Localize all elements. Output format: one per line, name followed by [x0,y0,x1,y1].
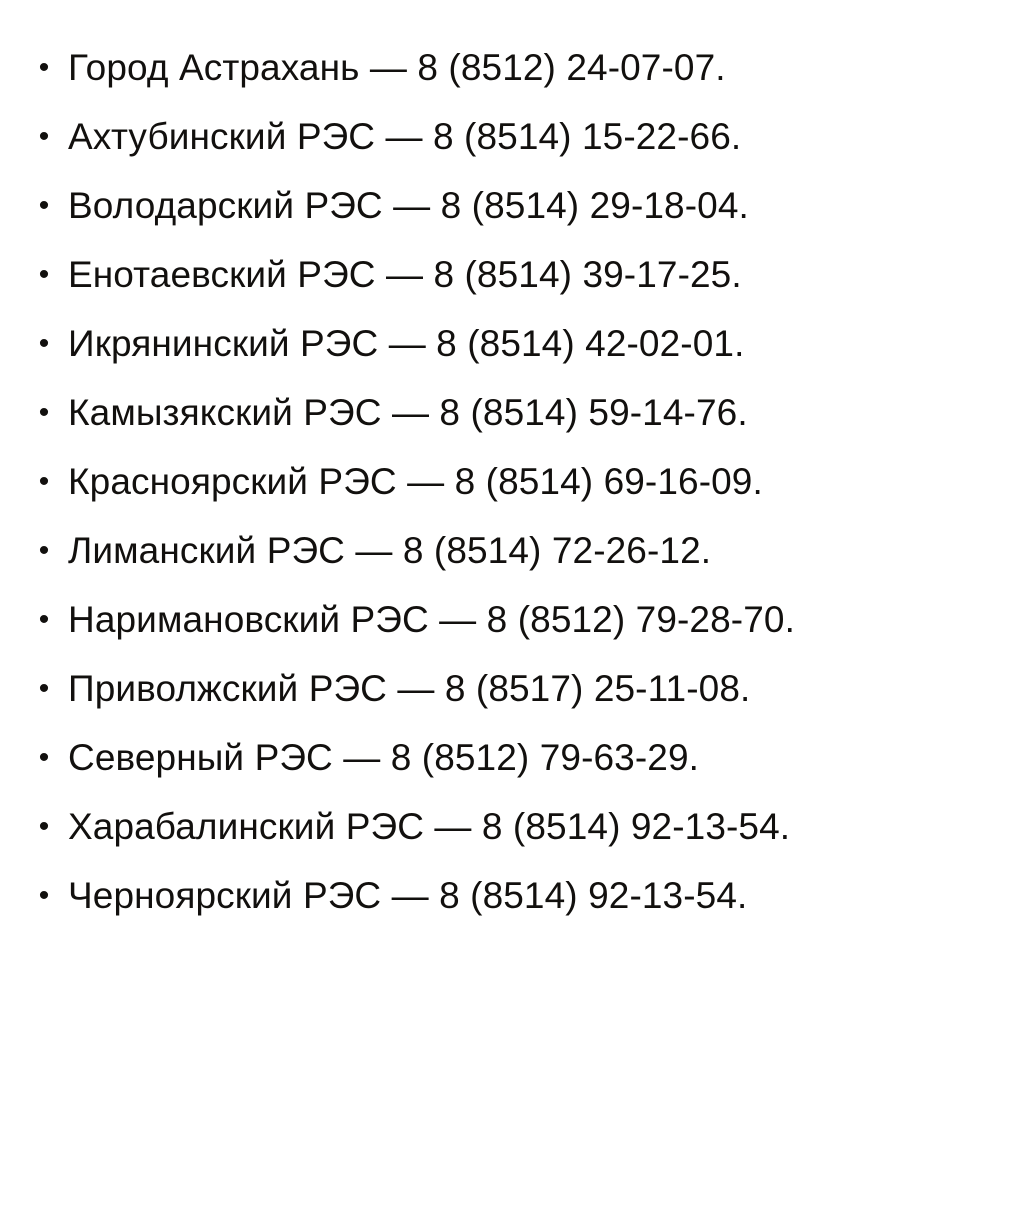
list-item [20,182,1003,229]
list-item-text: Наримановский РЭС — 8 (8512) 79-28-70. [68,599,795,640]
list-item [20,665,1003,712]
list-item [20,596,1003,643]
bullet-icon: • [38,534,50,567]
bullet-icon: • [38,672,50,705]
list-item-text: Камызякский РЭС — 8 (8514) 59-14-76. [68,392,748,433]
bullet-icon: • [38,51,50,84]
list-item [20,251,1003,298]
list-item [20,872,1003,919]
list-item-text: Ахтубинский РЭС — 8 (8514) 15-22-66. [68,116,742,157]
contacts-list [20,44,1003,919]
list-item [20,458,1003,505]
bullet-icon: • [38,603,50,636]
bullet-icon: • [38,879,50,912]
list-item-text: Северный РЭС — 8 (8512) 79-63-29. [68,737,699,778]
list-item [20,113,1003,160]
list-item [20,803,1003,850]
list-item-text: Енотаевский РЭС — 8 (8514) 39-17-25. [68,254,742,295]
list-item [20,734,1003,781]
bullet-icon: • [38,258,50,291]
list-item-text: Володарский РЭС — 8 (8514) 29-18-04. [68,185,749,226]
list-item-text: Приволжский РЭС — 8 (8517) 25-11-08. [68,668,751,709]
list-item-text: Красноярский РЭС — 8 (8514) 69-16-09. [68,461,763,502]
bullet-icon: • [38,120,50,153]
list-item-text: Харабалинский РЭС — 8 (8514) 92-13-54. [68,806,791,847]
list-item-text: Икрянинский РЭС — 8 (8514) 42-02-01. [68,323,745,364]
list-item-text: Город Астрахань — 8 (8512) 24-07-07. [68,47,726,88]
bullet-icon: • [38,327,50,360]
bullet-icon: • [38,189,50,222]
bullet-icon: • [38,741,50,774]
bullet-icon: • [38,396,50,429]
bullet-icon: • [38,465,50,498]
list-item [20,389,1003,436]
list-item-text: Черноярский РЭС — 8 (8514) 92-13-54. [68,875,748,916]
list-item [20,527,1003,574]
list-item-text: Лиманский РЭС — 8 (8514) 72-26-12. [68,530,712,571]
bullet-icon: • [38,810,50,843]
list-item [20,44,1003,91]
list-item [20,320,1003,367]
